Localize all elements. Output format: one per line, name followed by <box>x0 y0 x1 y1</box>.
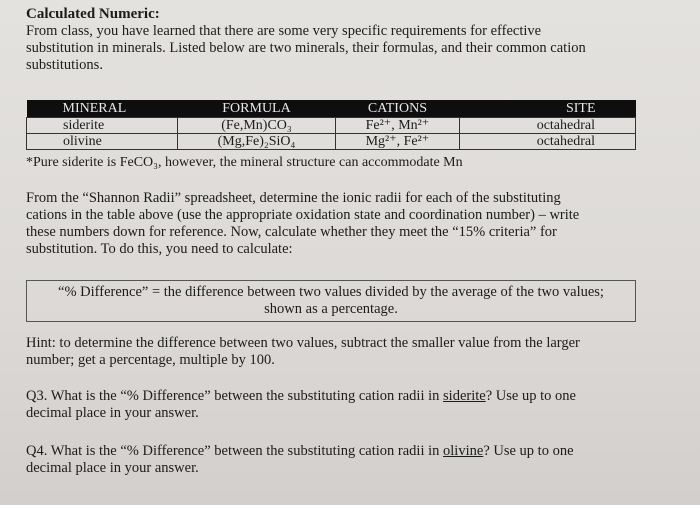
table-row <box>27 134 636 150</box>
hint-paragraph <box>26 335 626 369</box>
section-heading: Calculated Numeric: <box>26 6 160 22</box>
intro-line: substitutions. <box>26 57 103 73</box>
cell-mineral: siderite <box>27 118 178 134</box>
definition-line: “% Difference” = the difference between two values divided by the average of the two values; <box>58 284 604 300</box>
cell-cations: Mg²⁺, Fe²⁺ <box>336 134 460 150</box>
col-header-mineral: MINERAL <box>27 100 178 118</box>
cell-formula: (Fe,Mn)CO₃ <box>178 118 336 134</box>
instructions-line: cations in the table above (use the appropriate oxidation state and coordination number) – write <box>26 207 580 223</box>
cell-formula: (Mg,Fe)₂SiO₄ <box>178 134 336 150</box>
table-footnote: *Pure siderite is FeCO₃, however, the mineral structure can accommodate Mn <box>26 155 463 170</box>
definition-box <box>26 280 636 322</box>
cell-site: octahedral <box>459 118 635 134</box>
hint-line: Hint: to determine the difference between two values, subtract the smaller value from the larger <box>26 335 580 351</box>
table-header-row <box>27 100 636 118</box>
table-row <box>27 118 636 134</box>
mineral-name: siderite <box>443 388 486 404</box>
question-q3 <box>26 388 626 422</box>
question-line <box>26 388 626 405</box>
question-line <box>26 443 626 460</box>
question-text: ? Use up to one <box>485 388 576 404</box>
cell-cations: Fe²⁺, Mn²⁺ <box>336 118 460 134</box>
question-line: decimal place in your answer. <box>26 405 199 421</box>
intro-line: substitution in minerals. Listed below are two minerals, their formulas, and their common cation <box>26 40 586 56</box>
instructions-line: substitution. To do this, you need to calculate: <box>26 241 293 257</box>
instructions-paragraph <box>26 190 626 258</box>
cell-mineral: olivine <box>27 134 178 150</box>
instructions-line: these numbers down for reference. Now, calculate whether they meet the “15% criteria” for <box>26 224 557 240</box>
question-line: decimal place in your answer. <box>26 460 199 476</box>
question-text: ? Use up to one <box>483 443 574 459</box>
col-header-formula: FORMULA <box>178 100 336 118</box>
definition-line: shown as a percentage. <box>264 301 398 317</box>
col-header-site: SITE <box>459 100 635 118</box>
question-q4 <box>26 443 626 477</box>
cell-site: octahedral <box>459 134 635 150</box>
minerals-table <box>26 100 636 150</box>
intro-section <box>26 6 666 74</box>
col-header-cations: CATIONS <box>336 100 460 118</box>
hint-line: number; get a percentage, multiple by 100. <box>26 352 275 368</box>
question-text: Q4. What is the “% Difference” between the substituting cation radii in <box>26 443 444 459</box>
intro-line: From class, you have learned that there are some very specific requirements for effective <box>26 23 542 39</box>
instructions-line: From the “Shannon Radii” spreadsheet, determine the ionic radii for each of the substituting <box>26 190 561 206</box>
mineral-name: olivine <box>443 443 484 459</box>
question-text: Q3. What is the “% Difference” between the substituting cation radii in <box>26 388 444 404</box>
